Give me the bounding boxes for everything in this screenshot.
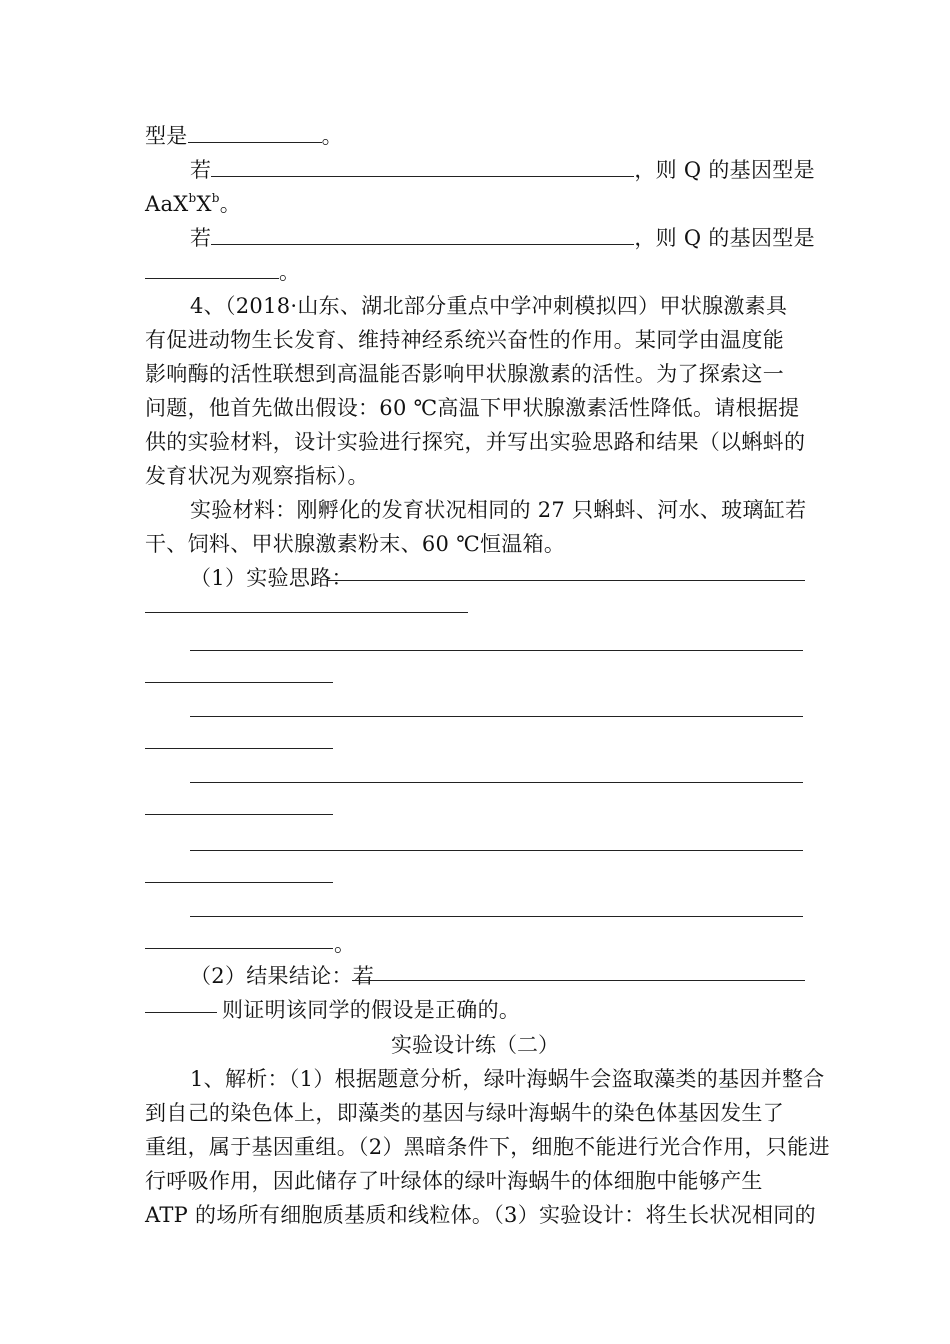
answer-line[interactable] xyxy=(190,782,803,783)
text: ，则 Q 的基因型是 xyxy=(634,158,815,182)
answer-line[interactable] xyxy=(145,612,468,613)
q4-stem-line: 问题，他首先做出假设：60 ℃高温下甲状腺激素活性降低。请根据提 xyxy=(145,396,800,420)
answer-line[interactable] xyxy=(145,1012,217,1013)
answer-line[interactable] xyxy=(352,980,805,981)
answer-line[interactable] xyxy=(145,682,333,683)
q3-line-end xyxy=(145,254,300,290)
answer-line[interactable] xyxy=(190,916,803,917)
answer-blank[interactable] xyxy=(211,224,634,245)
text: AaX xyxy=(145,192,189,216)
text: 。 xyxy=(279,260,301,284)
q4-stem-line: 有促进动物生长发育、维持神经系统兴奋性的作用。某同学由温度能 xyxy=(145,328,784,352)
answer-line-text: 行呼吸作用，因此储存了叶绿体的绿叶海蜗牛的体细胞中能够产生 xyxy=(145,1169,763,1193)
q3-line-if1 xyxy=(190,152,815,188)
answer-blank[interactable] xyxy=(211,156,634,177)
text: ，则 Q 的基因型是 xyxy=(634,226,815,250)
text: 。 xyxy=(321,124,343,148)
answer-line-text: 1、解析：（1）根据题意分析，绿叶海蜗牛会盗取藻类的基因并整合 xyxy=(190,1067,825,1091)
superscript: b xyxy=(211,191,220,205)
q3-line-genotype xyxy=(145,118,343,154)
answer-line-text: 到自己的染色体上，即藻类的基因与绿叶海蜗牛的染色体基因发生了 xyxy=(145,1101,784,1125)
q3-genotype xyxy=(145,186,241,222)
answer-blank[interactable] xyxy=(145,258,279,279)
text: 型是 xyxy=(145,124,188,148)
answer-blank[interactable] xyxy=(188,122,322,143)
text: X xyxy=(196,192,212,216)
answer-line[interactable] xyxy=(190,716,803,717)
q4-sub2-label: （2）结果结论：若 xyxy=(190,964,375,988)
q4-stem-line: 供的实验材料，设计实验进行探究，并写出实验思路和结果（以蝌蚪的 xyxy=(145,430,806,454)
q4-stem-line: 4、（2018·山东、湖北部分重点中学冲刺模拟四）甲状腺激素具 xyxy=(190,294,788,318)
end-mark: 。 xyxy=(334,932,356,956)
q4-materials-line: 实验材料：刚孵化的发育状况相同的 27 只蝌蚪、河水、玻璃缸若 xyxy=(190,498,807,522)
q4-stem-line: 发育状况为观察指标）。 xyxy=(145,464,369,488)
text: 若 xyxy=(190,158,212,182)
q4-materials-line: 干、饲料、甲状腺激素粉末、60 ℃恒温箱。 xyxy=(145,532,566,556)
section-title: 实验设计练（二） xyxy=(391,1033,559,1057)
answer-line[interactable] xyxy=(145,948,333,949)
answer-line[interactable] xyxy=(190,850,803,851)
q4-sub1-label: （1）实验思路： xyxy=(190,566,353,590)
q4-sub2-tail: 则证明该同学的假设是正确的。 xyxy=(222,998,521,1022)
answer-line-text: 重组，属于基因重组。（2）黑暗条件下，细胞不能进行光合作用，只能进 xyxy=(145,1135,830,1159)
superscript: b xyxy=(188,191,197,205)
answer-line[interactable] xyxy=(145,882,333,883)
answer-line[interactable] xyxy=(327,580,805,581)
answer-line[interactable] xyxy=(145,748,333,749)
q3-line-if2 xyxy=(190,220,815,256)
q4-stem-line: 影响酶的活性联想到高温能否影响甲状腺激素的活性。为了探索这一 xyxy=(145,362,784,386)
text: 。 xyxy=(219,192,242,216)
answer-line[interactable] xyxy=(145,814,333,815)
answer-line[interactable] xyxy=(190,650,803,651)
answer-line-text: ATP 的场所有细胞质基质和线粒体。（3）实验设计：将生长状况相同的 xyxy=(145,1203,816,1227)
text: 若 xyxy=(190,226,212,250)
